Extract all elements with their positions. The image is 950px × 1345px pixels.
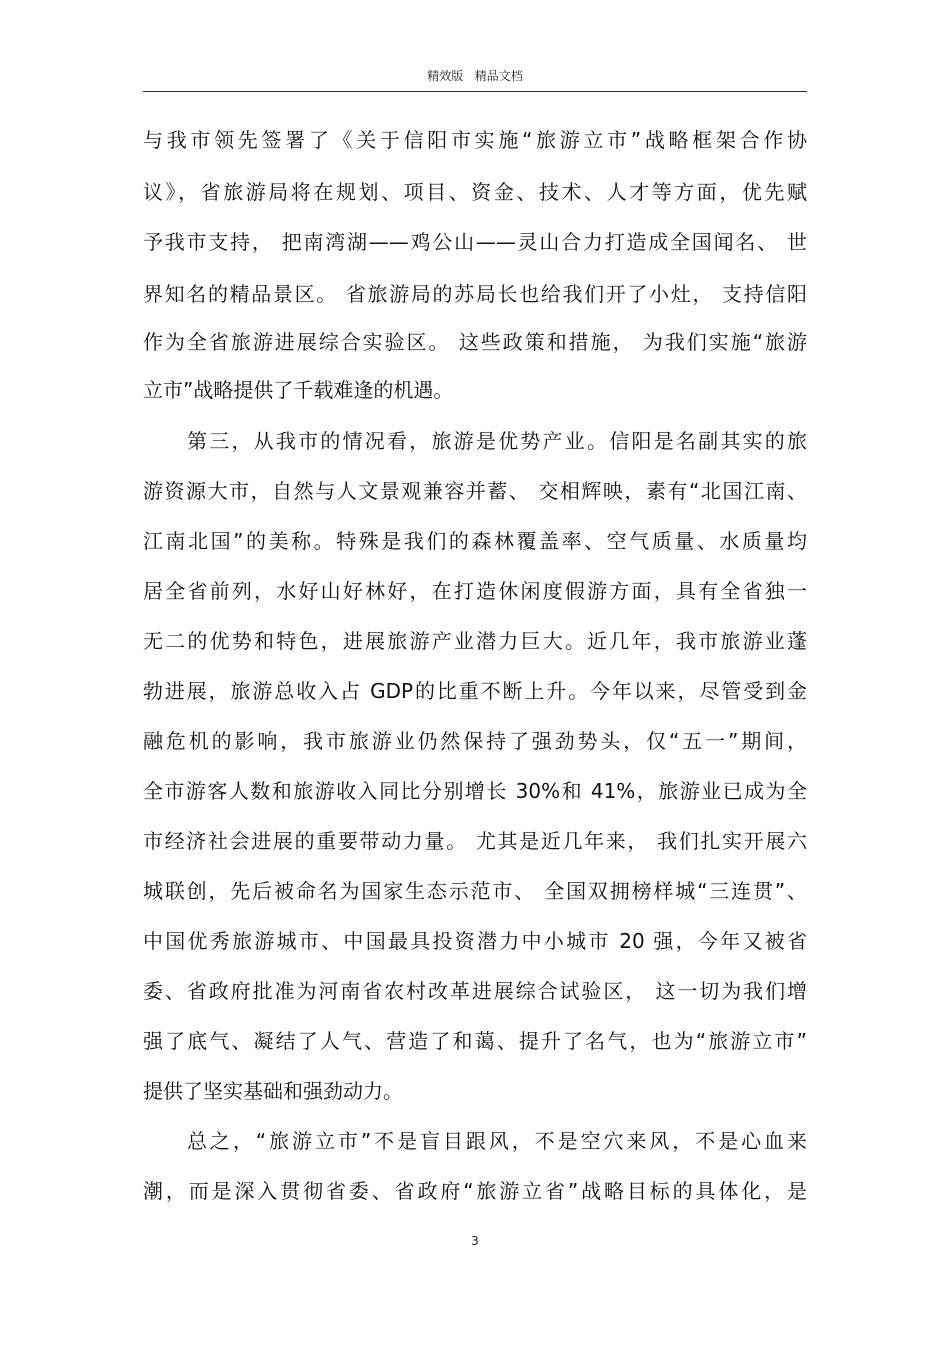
body-line: 强了底气、凝结了人气、营造了和蔼、提升了名气，也为“旅游立市”	[143, 1029, 807, 1053]
body-line-last: 提供了坚实基础和强劲动力。	[143, 1079, 403, 1103]
body-line: 无二的优势和特色，进展旅游产业潜力巨大。近几年，我市旅游业蓬	[143, 629, 807, 653]
body-line: 居全省前列，水好山好林好，在打造休闲度假游方面，具有全省独一	[143, 579, 807, 603]
body-line: 与我市领先签署了《关于信阳市实施“旅游立市”战略框架合作协	[143, 128, 807, 152]
body-line: 城联创，先后被命名为国家生态示范市、 全国双拥榜样城“三连贯”、	[143, 879, 807, 903]
body-line: 融危机的影响，我市旅游业仍然保持了强劲势头，仅“五一”期间，	[143, 729, 807, 753]
running-header: 精效版 精品文档	[427, 69, 523, 83]
body-line: 委、省政府批准为河南省农村改革进展综合试验区， 这一切为我们增	[143, 979, 807, 1003]
body-line: 潮，而是深入贯彻省委、省政府“旅游立省”战略目标的具体化，是	[143, 1179, 807, 1203]
body-line: 作为全省旅游进展综合实验区。 这些政策和措施， 为我们实施“旅游	[143, 330, 807, 354]
page-number: 3	[471, 1234, 479, 1248]
body-line: 议》，省旅游局将在规划、项目、资金、技术、人才等方面，优先赋	[143, 180, 807, 204]
body-line-last: 立市”战略提供了千载难逢的机遇。	[143, 378, 454, 402]
body-line: 中国优秀旅游城市、中国最具投资潜力中小城市 20 强，今年又被省	[143, 929, 807, 953]
body-line: 予我市支持， 把南湾湖——鸡公山——灵山合力打造成全国闻名、 世	[143, 230, 807, 254]
body-line: 勃进展，旅游总收入占 GDP的比重不断上升。今年以来，尽管受到金	[143, 679, 807, 703]
header-rule	[143, 91, 807, 92]
body-line: 游资源大市，自然与人文景观兼容并蓄、 交相辉映，素有“北国江南、	[143, 479, 807, 503]
body-line: 全市游客人数和旅游收入同比分别增长 30%和 41%，旅游业已成为全	[143, 779, 807, 803]
body-line: 江南北国”的美称。特殊是我们的森林覆盖率、空气质量、水质量均	[143, 529, 807, 553]
paragraph-first-line: 总之，“旅游立市”不是盲目跟风，不是空穴来风，不是心血来	[187, 1129, 807, 1153]
paragraph-first-line: 第三，从我市的情况看，旅游是优势产业。信阳是名副其实的旅	[187, 429, 807, 453]
body-line: 市经济社会进展的重要带动力量。 尤其是近几年来， 我们扎实开展六	[143, 829, 807, 853]
body-line: 界知名的精品景区。 省旅游局的苏局长也给我们开了小灶， 支持信阳	[143, 282, 807, 306]
